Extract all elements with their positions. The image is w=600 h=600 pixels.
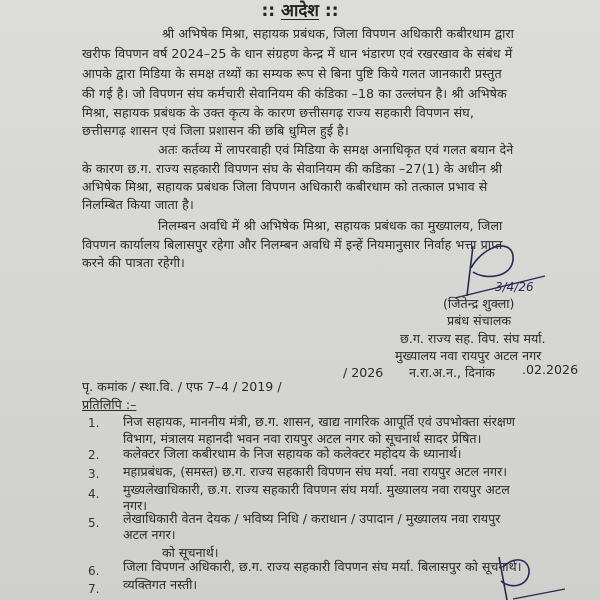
- copy-item-2-line1: कलेक्टर जिला कबीरधाम के निज सहायक को कलेक्टर महोदय के ध्यानार्थ।: [123, 446, 462, 461]
- place-date-label: न.रा.अ.न., दिनांक: [409, 365, 495, 380]
- para1-line3: आपके द्वारा मिडिया के समक्ष तथ्यों का सम्यक रूप से बिना पुष्टि किये गलत जानकारी प्रस्तुत: [82, 66, 502, 81]
- para3-line3: करने की पात्रता रहेगी।: [82, 255, 185, 270]
- copy-item-6-line1: जिला विपणन अधिकारी, छ.ग. राज्य सहकारी विपणन संघ मर्या. बिलासपुर को सूचनार्थ।: [123, 559, 522, 574]
- para1-line6: छत्तीसगढ़ शासन एवं जिला प्रशासन की छबि धुमिल हुई है।: [82, 123, 349, 138]
- copy-item-3-line1: महाप्रबंधक, (समस्त) छ.ग. राज्य सहकारी विपणन संघ मर्या. नवा रायपुर अटल नगर।: [123, 464, 507, 479]
- signatory-org: छ.ग. राज्य सह. विप. संघ मर्या.: [400, 331, 546, 346]
- para1-line4: की गई है। जो विपणन संघ कर्मचारी सेवानियम की कंडिका –18 का उल्लंघन है। श्री अभिषेक: [82, 86, 507, 101]
- copy-item-2-number: 2.: [88, 448, 100, 462]
- memo-year: / 2026: [343, 365, 384, 380]
- copy-item-5-line3: को सूचनार्थ।: [162, 545, 219, 560]
- para1-line1: श्री अभिषेक मिश्रा, सहायक प्रबंधक, जिला विपणन अधिकारी कबीरधाम द्वारा: [162, 26, 515, 41]
- copy-item-5-number: 5.: [88, 516, 100, 530]
- para2-line2: के कारण छ.ग. राज्य सहकारी विपणन संघ के सेवानियम की कडिका –27(1) के अधीन श्री: [82, 161, 503, 176]
- para1-line5: मिश्रा, सहायक प्रबंधक के उक्त कृत्य के कारण छत्तीसगढ़ राज्य सहकारी विपणन संघ,: [82, 105, 474, 120]
- copy-item-7-number: 7.: [88, 582, 100, 596]
- signatory-designation: प्रबंध संचालक: [447, 313, 512, 328]
- copy-item-3-number: 3.: [88, 467, 100, 481]
- para3-line1: निलम्बन अवधि में श्री अभिषेक मिश्रा, सहायक प्रबंधक का मुख्यालय, जिला: [158, 218, 503, 233]
- para2-line3: अभिषेक मिश्रा, सहायक प्रबंधक जिला विपणन अधिकारी कबीरधाम को तत्काल प्रभाव से: [82, 179, 488, 194]
- para1-line2: खरीफ विपणन वर्ष 2024–25 के धान संग्रहण केन्द्र में धान भंडारण एवं रखरखाव के संबंध में: [82, 46, 513, 61]
- memo-reference: पृ. कमांक / स्था.वि. / एफ 7–4 / 2019 /: [82, 379, 282, 394]
- copy-heading: प्रतिलिपि :–: [82, 397, 137, 412]
- copy-item-4-line2: नगर।: [123, 498, 148, 513]
- copy-item-7-line1: व्यक्तिगत नस्ती।: [123, 577, 198, 592]
- bottom-signature-mark: [485, 555, 585, 600]
- copy-item-1-line2: विभाग, मंत्रालय महानदी भवन नवा रायपुर अटल नगर को सूचनार्थ सादर प्रेषित।: [123, 431, 482, 446]
- title-decor-left: ::: [261, 1, 276, 21]
- signatory-hq: मुख्यालय नवा रायपुर अटल नगर: [395, 348, 542, 363]
- signature-initials: 3/4/26: [495, 280, 534, 294]
- para3-line2: विपणन कार्यालय बिलासपुर रहेगा और निलम्बन अवधि में इन्हें नियमानुसार निर्वाह भत्ता प्राप्त: [82, 237, 503, 252]
- document-title: [0, 0, 600, 21]
- title-decor-right: ::: [324, 1, 339, 21]
- copy-item-6-number: 6.: [88, 564, 100, 578]
- copy-item-1-line1: निज सहायक, माननीय मंत्री, छ.ग. शासन, खाद्य नागरिक आपूर्ति एवं उपभोक्ता संरक्षण: [123, 414, 515, 429]
- title-text: आदेश: [281, 1, 319, 21]
- para2-line4: निलम्बित किया जाता है।: [82, 197, 194, 212]
- order-date: .02.2026: [522, 362, 579, 377]
- copy-item-4-number: 4.: [88, 487, 100, 501]
- para2-line1: अतः कर्तव्य में लापरवाही एवं मिडिया के समक्ष अनाधिकृत एवं गलत बयान देने: [158, 142, 514, 157]
- copy-item-4-line1: मुख्यलेखाधिकारी, छ.ग. राज्य सहकारी विपणन संघ मर्या. मुख्यालय नवा रायपुर अटल: [123, 482, 510, 497]
- copy-item-5-line1: लेखाधिकारी वेतन देयक / भविष्य निधि / कराधान / उपादान / मुख्यालय नवा रायपुर: [123, 511, 501, 526]
- copy-item-5-line2: अटल नगर।: [123, 527, 176, 542]
- signatory-name: (जितेन्द्र शुक्ला): [443, 296, 515, 311]
- copy-item-1-number: 1.: [88, 416, 100, 430]
